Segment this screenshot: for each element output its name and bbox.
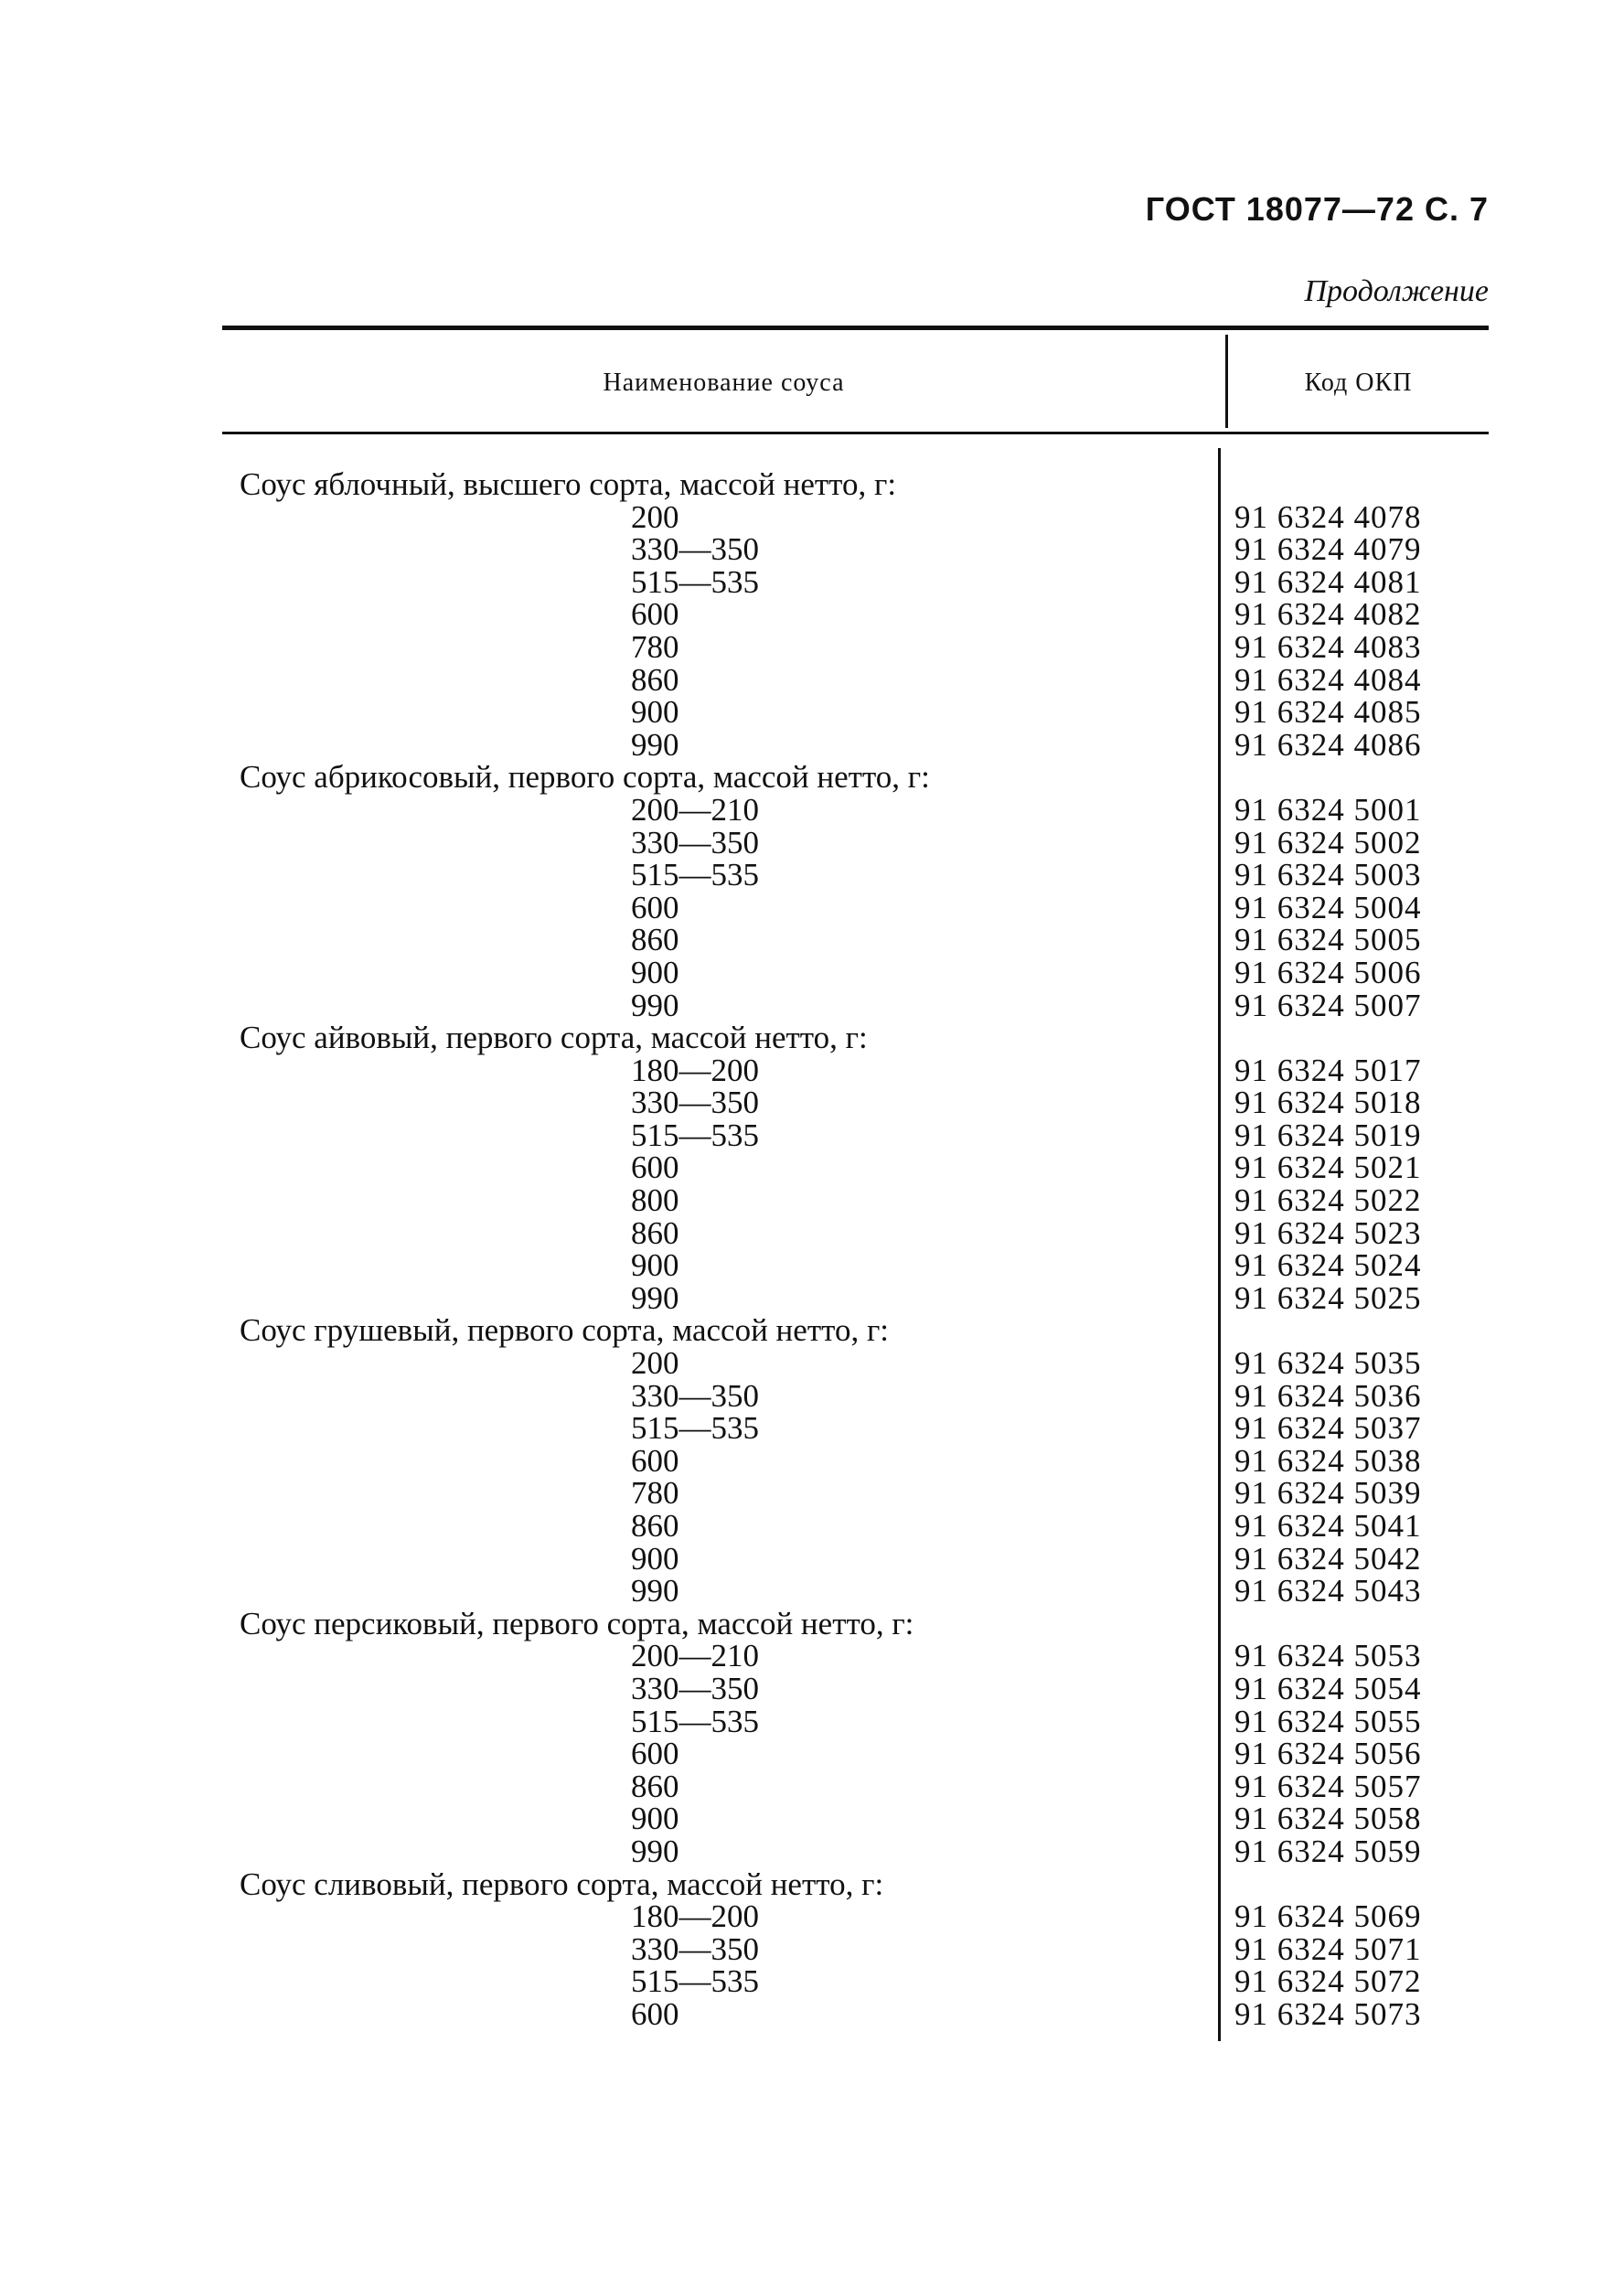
table-body <box>0 468 1624 2031</box>
table-row <box>0 1086 1624 1119</box>
sauce-group-title: Соус абрикосовый, первого сорта, массой нетто, г: <box>240 759 930 796</box>
sauce-group-title: Соус персиковый, первого сорта, массой нетто, г: <box>240 1605 914 1641</box>
net-mass-cell: 180—200 <box>631 1898 759 1935</box>
table-row <box>0 1214 1624 1251</box>
okp-code-cell: 91 6324 5024 <box>1234 1247 1422 1284</box>
net-mass-cell: 860 <box>631 922 679 958</box>
okp-code-cell: 91 6324 4078 <box>1234 498 1422 535</box>
okp-code-cell: 91 6324 4086 <box>1234 726 1422 763</box>
net-mass-cell: 200—210 <box>631 791 759 828</box>
table-row <box>0 1412 1624 1445</box>
table-row <box>0 989 1624 1022</box>
net-mass-cell: 900 <box>631 694 679 731</box>
okp-code-cell: 91 6324 5002 <box>1234 824 1422 861</box>
okp-code-cell: 91 6324 4079 <box>1234 531 1422 568</box>
okp-code-cell: 91 6324 4082 <box>1234 596 1422 633</box>
table-row <box>0 1737 1624 1770</box>
group-title-row <box>0 468 1624 501</box>
table-row <box>0 1930 1624 1967</box>
table-row <box>0 889 1624 925</box>
sauce-group-title: Соус сливовый, первого сорта, массой нетто, г: <box>240 1866 884 1902</box>
okp-code-cell: 91 6324 5038 <box>1234 1442 1422 1479</box>
net-mass-cell: 600 <box>631 889 679 925</box>
okp-code-cell: 91 6324 5043 <box>1234 1573 1422 1609</box>
net-mass-cell: 330—350 <box>631 1085 759 1121</box>
table-header-rule <box>222 432 1489 434</box>
net-mass-cell: 990 <box>631 726 679 763</box>
net-mass-cell: 515—535 <box>631 1703 759 1739</box>
okp-code-cell: 91 6324 5017 <box>1234 1052 1422 1088</box>
column-header-name: Наименование соуса <box>603 369 845 397</box>
net-mass-cell: 900 <box>631 954 679 990</box>
net-mass-cell: 330—350 <box>631 531 759 568</box>
net-mass-cell: 800 <box>631 1182 679 1219</box>
net-mass-cell: 990 <box>631 1279 679 1316</box>
net-mass-cell: 330—350 <box>631 1377 759 1414</box>
net-mass-cell: 900 <box>631 1540 679 1577</box>
okp-code-cell: 91 6324 5022 <box>1234 1182 1422 1219</box>
table-row <box>0 1670 1624 1706</box>
okp-code-cell: 91 6324 5001 <box>1234 791 1422 828</box>
group-title-row <box>0 1021 1624 1054</box>
table-top-rule <box>222 326 1489 330</box>
table-row <box>0 1477 1624 1510</box>
table-row <box>0 1184 1624 1217</box>
okp-code-cell: 91 6324 5004 <box>1234 889 1422 925</box>
okp-code-cell: 91 6324 5056 <box>1234 1736 1422 1772</box>
table-row <box>0 1705 1624 1738</box>
okp-code-cell: 91 6324 5057 <box>1234 1768 1422 1804</box>
table-row <box>0 1119 1624 1152</box>
continuation-label: Продолжение <box>1304 274 1489 308</box>
okp-code-cell: 91 6324 5054 <box>1234 1670 1422 1706</box>
net-mass-cell: 515—535 <box>631 1963 759 2000</box>
table-row <box>0 1640 1624 1673</box>
okp-code-cell: 91 6324 5021 <box>1234 1149 1422 1186</box>
table-row <box>0 1249 1624 1282</box>
okp-code-cell: 91 6324 5071 <box>1234 1930 1422 1967</box>
group-title-row <box>0 1314 1624 1347</box>
okp-code-cell: 91 6324 5058 <box>1234 1801 1422 1837</box>
okp-code-cell: 91 6324 5055 <box>1234 1703 1422 1739</box>
sauce-group-title: Соус айвовый, первого сорта, массой нетто, г: <box>240 1020 868 1056</box>
okp-code-cell: 91 6324 5037 <box>1234 1410 1422 1447</box>
group-title-row <box>0 1605 1624 1641</box>
okp-code-cell: 91 6324 5072 <box>1234 1963 1422 2000</box>
net-mass-cell: 990 <box>631 987 679 1023</box>
okp-code-cell: 91 6324 5019 <box>1234 1117 1422 1153</box>
net-mass-cell: 780 <box>631 628 679 665</box>
table-row <box>0 1835 1624 1868</box>
sauce-group-title: Соус яблочный, высшего сорта, массой нетто, г: <box>240 466 897 502</box>
net-mass-cell: 515—535 <box>631 1410 759 1447</box>
table-row <box>0 1802 1624 1835</box>
table-row <box>0 533 1624 566</box>
okp-code-cell: 91 6324 5036 <box>1234 1377 1422 1414</box>
sauce-group-title: Соус грушевый, первого сорта, массой нетто, г: <box>240 1312 890 1349</box>
okp-code-cell: 91 6324 5035 <box>1234 1345 1422 1382</box>
okp-code-cell: 91 6324 5069 <box>1234 1898 1422 1935</box>
net-mass-cell: 600 <box>631 1995 679 2032</box>
okp-code-cell: 91 6324 4085 <box>1234 694 1422 731</box>
net-mass-cell: 900 <box>631 1247 679 1284</box>
net-mass-cell: 860 <box>631 1768 679 1804</box>
okp-code-cell: 91 6324 4081 <box>1234 563 1422 600</box>
net-mass-cell: 515—535 <box>631 857 759 893</box>
table-row <box>0 696 1624 729</box>
net-mass-cell: 600 <box>631 596 679 633</box>
table-row <box>0 1442 1624 1479</box>
table-row <box>0 661 1624 698</box>
table-row <box>0 563 1624 600</box>
net-mass-cell: 200—210 <box>631 1638 759 1674</box>
table-row <box>0 726 1624 763</box>
table-row <box>0 954 1624 990</box>
table-row <box>0 628 1624 665</box>
table-row <box>0 924 1624 957</box>
group-title-row <box>0 761 1624 794</box>
net-mass-cell: 780 <box>631 1475 679 1512</box>
table-row <box>0 1900 1624 1933</box>
table-row <box>0 824 1624 861</box>
net-mass-cell: 860 <box>631 661 679 698</box>
document-code: ГОСТ 18077—72 С. 7 <box>1145 190 1489 228</box>
okp-code-cell: 91 6324 5023 <box>1234 1214 1422 1251</box>
okp-code-cell: 91 6324 5006 <box>1234 954 1422 990</box>
net-mass-cell: 990 <box>631 1573 679 1609</box>
okp-code-cell: 91 6324 5018 <box>1234 1085 1422 1121</box>
net-mass-cell: 860 <box>631 1508 679 1544</box>
table-row <box>0 1770 1624 1803</box>
table-row <box>0 791 1624 828</box>
table-row <box>0 1510 1624 1543</box>
table-row <box>0 1575 1624 1608</box>
okp-code-cell: 91 6324 5042 <box>1234 1540 1422 1577</box>
okp-code-cell: 91 6324 4083 <box>1234 628 1422 665</box>
okp-code-cell: 91 6324 5039 <box>1234 1475 1422 1512</box>
table-row <box>0 1054 1624 1087</box>
table-row <box>0 1347 1624 1380</box>
net-mass-cell: 330—350 <box>631 1670 759 1706</box>
net-mass-cell: 515—535 <box>631 1117 759 1153</box>
net-mass-cell: 990 <box>631 1833 679 1869</box>
group-title-row <box>0 1868 1624 1901</box>
net-mass-cell: 860 <box>631 1214 679 1251</box>
net-mass-cell: 600 <box>631 1736 679 1772</box>
table-row <box>0 859 1624 892</box>
okp-code-cell: 91 6324 5053 <box>1234 1638 1422 1674</box>
table-row <box>0 1279 1624 1316</box>
okp-code-cell: 91 6324 5059 <box>1234 1833 1422 1869</box>
net-mass-cell: 900 <box>631 1801 679 1837</box>
column-header-code: Код ОКП <box>1304 369 1413 397</box>
net-mass-cell: 200 <box>631 498 679 535</box>
net-mass-cell: 330—350 <box>631 1930 759 1967</box>
net-mass-cell: 180—200 <box>631 1052 759 1088</box>
table-row <box>0 1151 1624 1184</box>
okp-code-cell: 91 6324 5003 <box>1234 857 1422 893</box>
table-row <box>0 598 1624 631</box>
table-row <box>0 1377 1624 1414</box>
net-mass-cell: 600 <box>631 1149 679 1186</box>
net-mass-cell: 515—535 <box>631 563 759 600</box>
okp-code-cell: 91 6324 5073 <box>1234 1995 1422 2032</box>
okp-code-cell: 91 6324 5041 <box>1234 1508 1422 1544</box>
okp-code-cell: 91 6324 5005 <box>1234 922 1422 958</box>
okp-code-cell: 91 6324 4084 <box>1234 661 1422 698</box>
okp-code-cell: 91 6324 5007 <box>1234 987 1422 1023</box>
net-mass-cell: 600 <box>631 1442 679 1479</box>
table-row <box>0 1965 1624 1998</box>
table-row <box>0 1540 1624 1577</box>
net-mass-cell: 330—350 <box>631 824 759 861</box>
table-row <box>0 498 1624 535</box>
okp-code-cell: 91 6324 5025 <box>1234 1279 1422 1316</box>
net-mass-cell: 200 <box>631 1345 679 1382</box>
table-row <box>0 1995 1624 2032</box>
